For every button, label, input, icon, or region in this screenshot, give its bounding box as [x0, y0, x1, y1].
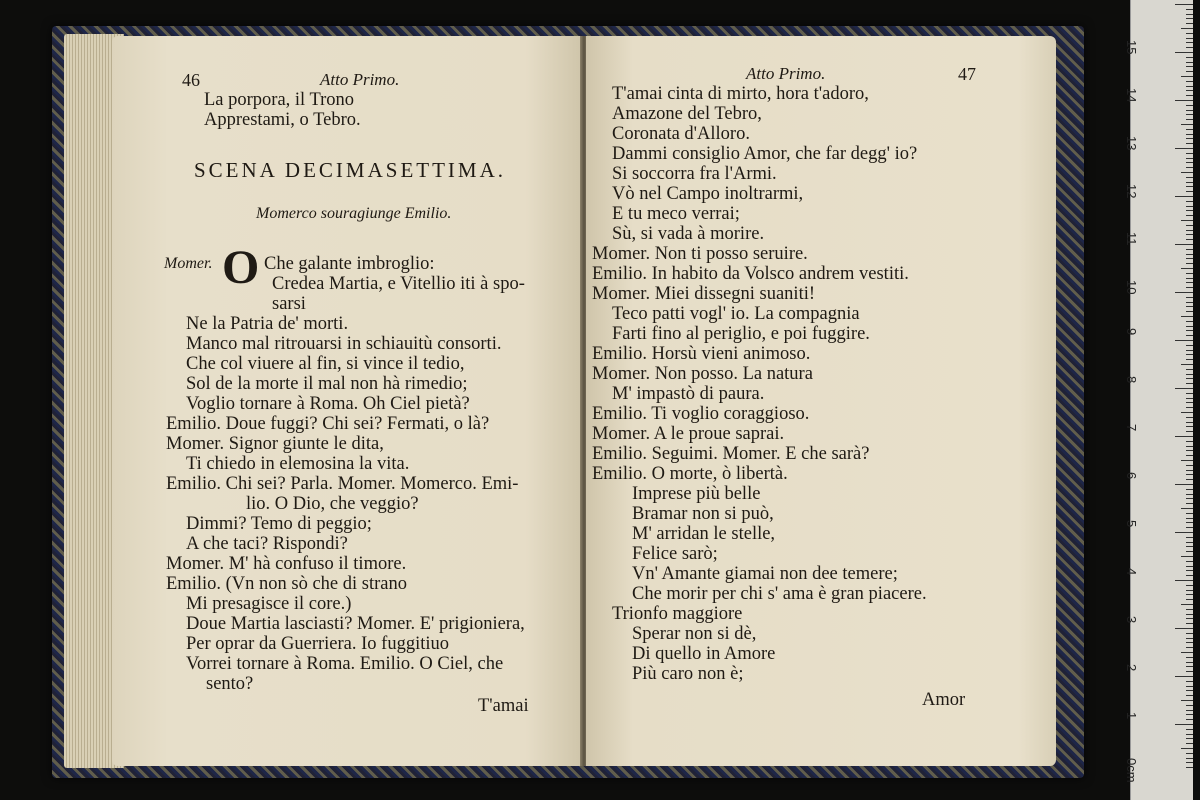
- text-line: Emilio. Doue fuggi? Chi sei? Fermati, o là?: [166, 414, 490, 434]
- measurement-ruler: [1124, 0, 1193, 800]
- left-page: [112, 36, 582, 766]
- ruler-tick: [1186, 321, 1193, 322]
- ruler-tick: [1186, 666, 1193, 667]
- text-line: Che col viuere al fin, si vince il tedio,: [186, 354, 465, 374]
- ruler-tick: [1186, 33, 1193, 34]
- ruler-tick: [1181, 316, 1193, 317]
- text-line: Momer. M' hà confuso il timore.: [166, 554, 407, 574]
- ruler-tick: [1186, 369, 1193, 370]
- text-line: Che morir per chi s' ama è gran piacere.: [632, 584, 927, 604]
- ruler-tick: [1181, 364, 1193, 365]
- ruler-tick: [1186, 374, 1193, 375]
- ruler-number: 8: [1124, 376, 1139, 384]
- ruler-tick: [1181, 604, 1193, 605]
- ruler-tick: [1186, 614, 1193, 615]
- ruler-tick: [1186, 239, 1193, 240]
- ruler-tick: [1186, 753, 1193, 754]
- ruler-number: 5: [1124, 520, 1139, 528]
- ruler-tick: [1186, 513, 1193, 514]
- ruler-tick: [1186, 162, 1193, 163]
- ruler-tick: [1186, 662, 1193, 663]
- text-line: Manco mal ritrouarsi in schiauitù consorti.: [186, 334, 502, 354]
- text-line: Sù, si vada à morire.: [612, 224, 765, 244]
- text-line: Emilio. Seguimi. Momer. E che sarà?: [592, 444, 870, 464]
- text-line: A che taci? Rispondi?: [186, 534, 348, 554]
- ruler-tick: [1186, 335, 1193, 336]
- ruler-tick: [1186, 609, 1193, 610]
- ruler-tick: [1186, 657, 1193, 658]
- ruler-tick: [1186, 9, 1193, 10]
- text-line: Più caro non è;: [632, 664, 744, 684]
- page-number: 47: [958, 64, 976, 84]
- ruler-tick: [1181, 460, 1193, 461]
- ruler-tick: [1186, 378, 1193, 379]
- ruler-tick: [1186, 489, 1193, 490]
- right-page: [586, 36, 1056, 766]
- ruler-tick: [1186, 302, 1193, 303]
- ruler-tick: [1186, 743, 1193, 744]
- ruler-tick: [1186, 81, 1193, 82]
- ruler-tick: [1186, 206, 1193, 207]
- ruler-tick: [1186, 177, 1193, 178]
- ruler-tick: [1186, 71, 1193, 72]
- ruler-number: 9: [1124, 328, 1139, 336]
- ruler-tick: [1186, 441, 1193, 442]
- ruler-number: 7: [1124, 424, 1139, 432]
- ruler-number: 3: [1124, 616, 1139, 624]
- text-line: Voglio tornare à Roma. Oh Ciel pietà?: [186, 394, 470, 414]
- ruler-tick: [1175, 340, 1193, 341]
- ruler-tick: [1186, 273, 1193, 274]
- ruler-tick: [1181, 556, 1193, 557]
- ruler-tick: [1186, 182, 1193, 183]
- text-line: Coronata d'Alloro.: [612, 124, 750, 144]
- ruler-number: 10: [1124, 280, 1139, 295]
- ruler-tick: [1186, 479, 1193, 480]
- scene-heading: SCENA DECIMASETTIMA.: [194, 158, 507, 182]
- ruler-tick: [1186, 134, 1193, 135]
- running-head: Atto Primo.: [746, 64, 826, 83]
- ruler-tick: [1186, 686, 1193, 687]
- text-line: sarsi: [272, 294, 306, 314]
- ruler-tick: [1186, 278, 1193, 279]
- ruler-tick: [1186, 47, 1193, 48]
- ruler-tick: [1186, 18, 1193, 19]
- text-line: lio. O Dio, che veggio?: [246, 494, 419, 514]
- ruler-tick: [1175, 292, 1193, 293]
- ruler-tick: [1186, 465, 1193, 466]
- ruler-tick: [1181, 412, 1193, 413]
- ruler-tick: [1186, 282, 1193, 283]
- ruler-tick: [1175, 244, 1193, 245]
- ruler-tick: [1186, 518, 1193, 519]
- text-line: T'amai cinta di mirto, hora t'adoro,: [612, 84, 869, 104]
- ruler-tick: [1186, 110, 1193, 111]
- ruler-tick: [1186, 90, 1193, 91]
- ruler-tick: [1186, 225, 1193, 226]
- ruler-tick: [1181, 28, 1193, 29]
- text-line: M' impastò di paura.: [612, 384, 765, 404]
- ruler-tick: [1186, 561, 1193, 562]
- ruler-tick: [1186, 455, 1193, 456]
- ruler-tick: [1186, 762, 1193, 763]
- ruler-tick: [1186, 470, 1193, 471]
- ruler-tick: [1175, 484, 1193, 485]
- text-line: Vò nel Campo inoltrarmi,: [612, 184, 804, 204]
- ruler-tick: [1186, 695, 1193, 696]
- ruler-tick: [1186, 705, 1193, 706]
- text-line: Doue Martia lasciasti? Momer. E' prigioniera,: [186, 614, 525, 634]
- page-number: 46: [182, 70, 200, 90]
- ruler-tick: [1186, 153, 1193, 154]
- ruler-tick: [1181, 748, 1193, 749]
- text-line: Vn' Amante giamai non dee temere;: [632, 564, 898, 584]
- text-line: Imprese più belle: [632, 484, 761, 504]
- text-line: Momer. A le proue saprai.: [592, 424, 785, 444]
- text-line: Bramar non si può,: [632, 504, 774, 524]
- ruler-tick: [1186, 623, 1193, 624]
- ruler-tick: [1186, 719, 1193, 720]
- ruler-tick: [1175, 676, 1193, 677]
- ruler-tick: [1181, 268, 1193, 269]
- ruler-tick: [1186, 446, 1193, 447]
- ruler-number: 12: [1124, 184, 1139, 199]
- ruler-tick: [1186, 407, 1193, 408]
- ruler-tick: [1186, 95, 1193, 96]
- ruler-tick: [1186, 758, 1193, 759]
- ruler-tick: [1186, 354, 1193, 355]
- ruler-tick: [1186, 62, 1193, 63]
- text-line: Teco patti vogl' io. La compagnia: [612, 304, 860, 324]
- ruler-tick: [1186, 393, 1193, 394]
- text-line: Emilio. In habito da Volsco andrem vestiti.: [592, 264, 909, 284]
- ruler-tick: [1186, 647, 1193, 648]
- ruler-tick: [1186, 38, 1193, 39]
- ruler-tick: [1175, 148, 1193, 149]
- ruler-tick: [1186, 714, 1193, 715]
- ruler-tick: [1186, 738, 1193, 739]
- text-line: Sperar non si dè,: [632, 624, 757, 644]
- ruler-tick: [1186, 642, 1193, 643]
- ruler-tick: [1186, 254, 1193, 255]
- ruler-unit: 0cm: [1124, 758, 1139, 783]
- ruler-tick: [1186, 234, 1193, 235]
- catchword: Amor: [922, 690, 966, 710]
- ruler-tick: [1186, 119, 1193, 120]
- ruler-number: 1: [1124, 712, 1139, 720]
- ruler-tick: [1186, 14, 1193, 15]
- text-line: Sol de la morte il mal non hà rimedio;: [186, 374, 468, 394]
- ruler-number: 6: [1124, 472, 1139, 480]
- text-line: Emilio. (Vn non sò che di strano: [166, 574, 407, 594]
- stage-direction: Momerco souragiunge Emilio.: [256, 205, 452, 222]
- ruler-tick: [1186, 522, 1193, 523]
- ruler-tick: [1186, 42, 1193, 43]
- ruler-tick: [1186, 330, 1193, 331]
- text-line: Credea Martia, e Vitellio iti à spo-: [272, 274, 525, 294]
- ruler-tick: [1186, 402, 1193, 403]
- ruler-tick: [1186, 690, 1193, 691]
- ruler-tick: [1186, 230, 1193, 231]
- ruler-tick: [1186, 398, 1193, 399]
- ruler-tick: [1186, 542, 1193, 543]
- ruler-number: 4: [1124, 568, 1139, 576]
- text-line: Momer. Miei dissegni suaniti!: [592, 284, 816, 304]
- text-line: Vorrei tornare à Roma. Emilio. O Ciel, che: [186, 654, 504, 674]
- text-line: Emilio. Ti voglio coraggioso.: [592, 404, 810, 424]
- text-line: Emilio. O morte, ò libertà.: [592, 464, 788, 484]
- text-line: Momer. Non ti posso seruire.: [592, 244, 808, 264]
- text-line: Dammi consiglio Amor, che far degg' io?: [612, 144, 918, 164]
- ruler-tick: [1175, 580, 1193, 581]
- ruler-tick: [1186, 359, 1193, 360]
- ruler-tick: [1186, 129, 1193, 130]
- ruler-tick: [1186, 417, 1193, 418]
- ruler-tick: [1186, 638, 1193, 639]
- ruler-tick: [1186, 551, 1193, 552]
- text-line: Amazone del Tebro,: [612, 104, 762, 124]
- ruler-tick: [1186, 570, 1193, 571]
- text-line: Per oprar da Guerriera. Io fuggitiuo: [186, 634, 450, 654]
- ruler-tick: [1175, 388, 1193, 389]
- ruler-tick: [1186, 575, 1193, 576]
- ruler-tick: [1175, 436, 1193, 437]
- ruler-tick: [1186, 86, 1193, 87]
- ruler-tick: [1175, 52, 1193, 53]
- ruler-tick: [1186, 167, 1193, 168]
- ruler-tick: [1186, 287, 1193, 288]
- ruler-tick: [1186, 326, 1193, 327]
- ruler-tick: [1186, 729, 1193, 730]
- text-line: Si soccorra fra l'Armi.: [612, 164, 777, 184]
- ruler-tick: [1175, 4, 1193, 5]
- ruler-number: 13: [1124, 136, 1139, 151]
- text-line: Momer. Non posso. La natura: [592, 364, 813, 384]
- ruler-tick: [1186, 186, 1193, 187]
- ruler-tick: [1186, 474, 1193, 475]
- ruler-tick: [1181, 220, 1193, 221]
- text-line: sento?: [206, 674, 254, 694]
- ruler-tick: [1175, 628, 1193, 629]
- ruler-tick: [1186, 210, 1193, 211]
- ruler-tick: [1186, 566, 1193, 567]
- text-line: E tu meco verrai;: [612, 204, 740, 224]
- ruler-tick: [1181, 508, 1193, 509]
- ruler-tick: [1186, 263, 1193, 264]
- text-line: Mi presagisce il core.): [186, 594, 352, 614]
- ruler-tick: [1186, 350, 1193, 351]
- ruler-tick: [1181, 76, 1193, 77]
- ruler-tick: [1175, 100, 1193, 101]
- ruler-tick: [1186, 258, 1193, 259]
- ruler-tick: [1186, 599, 1193, 600]
- text-line: M' arridan le stelle,: [632, 524, 776, 544]
- ruler-tick: [1186, 297, 1193, 298]
- ruler-tick: [1175, 532, 1193, 533]
- text-line: Ti chiedo in elemosina la vita.: [186, 454, 410, 474]
- ruler-number: 11: [1124, 232, 1139, 246]
- text-line: Farti fino al periglio, e poi fuggire.: [612, 324, 870, 344]
- dropcap: O: [222, 241, 260, 294]
- ruler-tick: [1186, 422, 1193, 423]
- text-line: Dimmi? Temo di peggio;: [186, 514, 372, 534]
- catchword: T'amai: [478, 696, 529, 716]
- ruler-tick: [1186, 426, 1193, 427]
- ruler-tick: [1175, 724, 1193, 725]
- ruler-tick: [1186, 158, 1193, 159]
- ruler-number: 14: [1124, 88, 1139, 103]
- ruler-tick: [1186, 57, 1193, 58]
- ruler-tick: [1186, 633, 1193, 634]
- ruler-tick: [1186, 503, 1193, 504]
- text-line: Che galante imbroglio:: [264, 254, 435, 274]
- ruler-tick: [1186, 431, 1193, 432]
- text-line: Ne la Patria de' morti.: [186, 314, 349, 334]
- ruler-tick: [1186, 191, 1193, 192]
- ruler-tick: [1186, 311, 1193, 312]
- ruler-tick: [1186, 383, 1193, 384]
- ruler-tick: [1186, 249, 1193, 250]
- ruler-tick: [1181, 172, 1193, 173]
- ruler-tick: [1186, 671, 1193, 672]
- ruler-tick: [1186, 594, 1193, 595]
- text-line: Apprestami, o Tebro.: [204, 110, 361, 130]
- ruler-tick: [1186, 114, 1193, 115]
- running-head: Atto Primo.: [320, 70, 400, 89]
- ruler-tick: [1186, 66, 1193, 67]
- ruler-tick: [1186, 527, 1193, 528]
- text-line: Di quello in Amore: [632, 644, 776, 664]
- ruler-tick: [1186, 494, 1193, 495]
- ruler-number: 15: [1124, 40, 1139, 55]
- ruler-tick: [1186, 498, 1193, 499]
- ruler-tick: [1186, 345, 1193, 346]
- ruler-tick: [1181, 700, 1193, 701]
- ruler-tick: [1181, 124, 1193, 125]
- text-line: La porpora, il Trono: [204, 90, 355, 110]
- ruler-tick: [1186, 710, 1193, 711]
- ruler-tick: [1186, 306, 1193, 307]
- ruler-tick: [1186, 537, 1193, 538]
- ruler-tick: [1186, 138, 1193, 139]
- ruler-tick: [1186, 767, 1193, 768]
- ruler-tick: [1186, 23, 1193, 24]
- ruler-tick: [1186, 215, 1193, 216]
- ruler-tick: [1186, 201, 1193, 202]
- ruler-tick: [1186, 681, 1193, 682]
- ruler-number: 2: [1124, 664, 1139, 672]
- ruler-tick: [1186, 105, 1193, 106]
- text-line: Trionfo maggiore: [612, 604, 743, 624]
- text-line: Felice sarò;: [632, 544, 718, 564]
- ruler-tick: [1186, 590, 1193, 591]
- text-line: Emilio. Chi sei? Parla. Momer. Momerco. Emi-: [166, 474, 519, 494]
- ruler-tick: [1175, 196, 1193, 197]
- text-line: Momer. Signor giunte le dita,: [166, 434, 384, 454]
- ruler-tick: [1186, 618, 1193, 619]
- ruler-tick: [1186, 450, 1193, 451]
- ruler-tick: [1186, 546, 1193, 547]
- ruler-tick: [1186, 734, 1193, 735]
- ruler-tick: [1186, 585, 1193, 586]
- speaker-label: Momer.: [164, 255, 213, 272]
- ruler-tick: [1181, 652, 1193, 653]
- ruler-tick: [1186, 143, 1193, 144]
- text-line: Emilio. Horsù vieni animoso.: [592, 344, 811, 364]
